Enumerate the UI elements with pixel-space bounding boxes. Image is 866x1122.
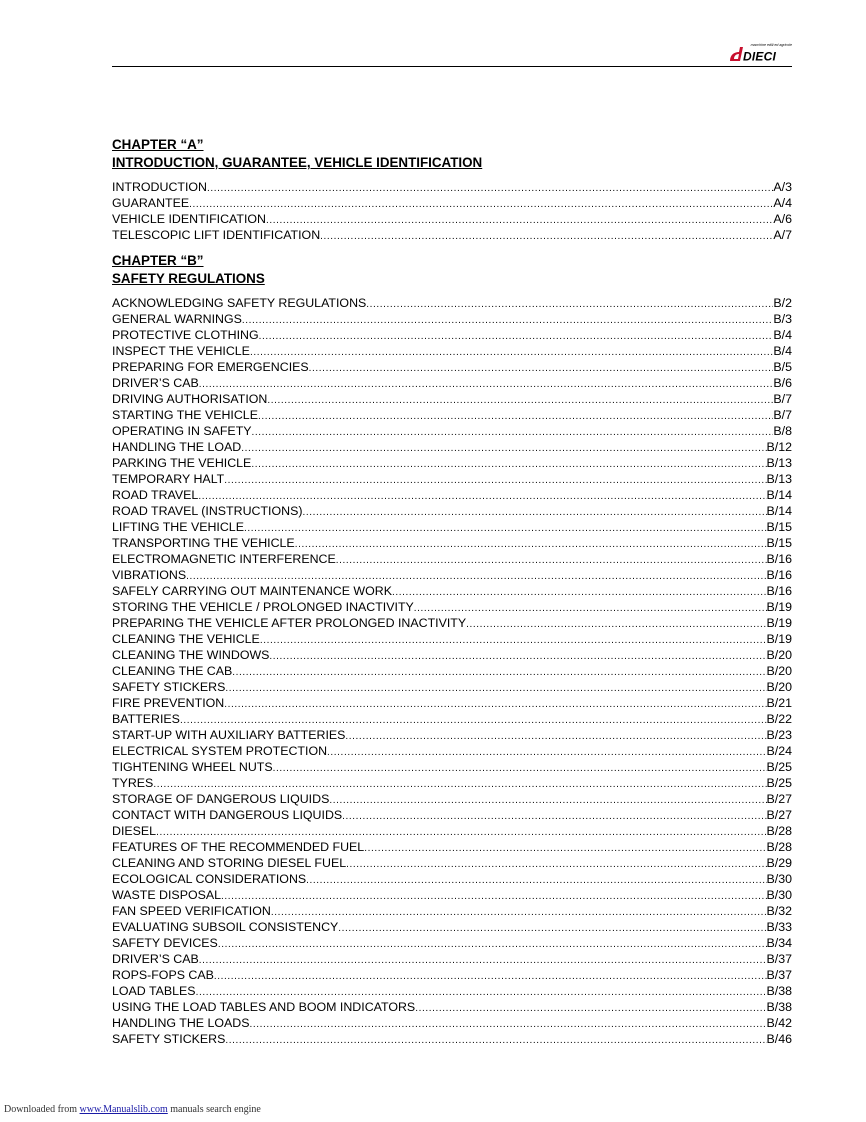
toc-entry-title: WASTE DISPOSAL xyxy=(112,888,222,902)
toc-entry-page: B/25 xyxy=(766,776,792,790)
toc-leader-dots xyxy=(232,665,766,681)
toc-entry-title: TRANSPORTING THE VEHICLE xyxy=(112,536,295,550)
toc-leader-dots xyxy=(338,921,766,937)
toc-leader-dots xyxy=(251,457,766,473)
toc-entry xyxy=(112,807,792,823)
toc-entry xyxy=(112,407,792,423)
chapter-b-heading: CHAPTER “B” xyxy=(112,253,204,268)
toc-entry xyxy=(112,391,792,407)
toc-leader-dots xyxy=(271,905,767,921)
toc-entry-page: B/20 xyxy=(766,680,792,694)
toc-entry xyxy=(112,503,792,519)
toc-entry xyxy=(112,967,792,983)
toc-entry-page: B/34 xyxy=(766,936,792,950)
toc-entry xyxy=(112,887,792,903)
toc-entry xyxy=(112,519,792,535)
toc-entry-title: HANDLING THE LOADS xyxy=(112,1016,250,1030)
toc-leader-dots xyxy=(273,761,767,777)
toc-entry-title: DRIVER’S CAB xyxy=(112,376,199,390)
toc-entry-title: BATTERIES xyxy=(112,712,180,726)
toc-leader-dots xyxy=(302,505,766,521)
toc-entry-title: ROPS-FOPS CAB xyxy=(112,968,214,982)
toc-entry xyxy=(112,663,792,679)
toc-entry-page: B/14 xyxy=(766,488,792,502)
toc-entry-title: ECOLOGICAL CONSIDERATIONS xyxy=(112,872,307,886)
toc-list-chapter-b xyxy=(112,295,792,1047)
toc-entry xyxy=(112,343,792,359)
toc-entry-title: HANDLING THE LOAD xyxy=(112,440,242,454)
toc-entry-title: STORAGE OF DANGEROUS LIQUIDS xyxy=(112,792,330,806)
toc-entry-title: ELECTROMAGNETIC INTERFERENCE xyxy=(112,552,336,566)
toc-entry xyxy=(112,195,792,211)
toc-leader-dots xyxy=(252,425,774,441)
toc-entry xyxy=(112,935,792,951)
toc-entry-page: A/4 xyxy=(773,196,792,210)
toc-entry xyxy=(112,551,792,567)
toc-entry-page: B/32 xyxy=(766,904,792,918)
toc-entry-title: ELECTRICAL SYSTEM PROTECTION xyxy=(112,744,328,758)
footer-prefix: Downloaded from xyxy=(4,1104,78,1115)
dieci-logo xyxy=(728,40,794,64)
toc-entry-title: EVALUATING SUBSOIL CONSISTENCY xyxy=(112,920,339,934)
toc-entry xyxy=(112,951,792,967)
toc-leader-dots xyxy=(225,1033,766,1049)
toc-leader-dots xyxy=(199,377,774,393)
toc-entry xyxy=(112,359,792,375)
toc-entry-page: B/16 xyxy=(766,584,792,598)
toc-entry-title: ROAD TRAVEL xyxy=(112,488,199,502)
manualslib-link[interactable]: www.Manualslib.com xyxy=(79,1104,168,1115)
chapter-a-subheading: INTRODUCTION, GUARANTEE, VEHICLE IDENTIFICATION xyxy=(112,155,483,170)
toc-entry-title: VEHICLE IDENTIFICATION xyxy=(112,212,266,226)
header-rule xyxy=(112,66,792,67)
toc-entry xyxy=(112,695,792,711)
toc-leader-dots xyxy=(214,969,767,985)
toc-entry-page: B/7 xyxy=(773,408,792,422)
toc-entry-page: B/15 xyxy=(766,536,792,550)
toc-entry-page: B/24 xyxy=(766,744,792,758)
toc-entry xyxy=(112,567,792,583)
toc-leader-dots xyxy=(224,473,766,489)
toc-entry xyxy=(112,179,792,195)
toc-entry-page: B/16 xyxy=(766,552,792,566)
toc-entry-page: B/29 xyxy=(766,856,792,870)
toc-entry xyxy=(112,535,792,551)
toc-leader-dots xyxy=(414,601,767,617)
toc-entry xyxy=(112,327,792,343)
toc-entry xyxy=(112,759,792,775)
toc-leader-dots xyxy=(250,345,773,361)
toc-entry-title: FEATURES OF THE RECOMMENDED FUEL xyxy=(112,840,365,854)
toc-entry-title: SAFETY DEVICES xyxy=(112,936,218,950)
toc-entry xyxy=(112,711,792,727)
toc-entry-page: B/30 xyxy=(766,872,792,886)
toc-entry xyxy=(112,871,792,887)
toc-entry xyxy=(112,727,792,743)
toc-entry-page: A/6 xyxy=(773,212,792,226)
toc-entry-page: B/19 xyxy=(766,600,792,614)
toc-leader-dots xyxy=(244,521,767,537)
toc-entry-page: B/28 xyxy=(766,824,792,838)
toc-entry-page: B/28 xyxy=(766,840,792,854)
toc-leader-dots xyxy=(267,393,773,409)
toc-entry-title: FIRE PREVENTION xyxy=(112,696,225,710)
toc-entry-page: B/22 xyxy=(766,712,792,726)
toc-leader-dots xyxy=(249,1017,766,1033)
toc-leader-dots xyxy=(218,937,767,953)
toc-entry xyxy=(112,631,792,647)
toc-entry xyxy=(112,679,792,695)
toc-entry-page: B/13 xyxy=(766,456,792,470)
toc-entry-title: ACKNOWLEDGING SAFETY REGULATIONS xyxy=(112,296,367,310)
toc-leader-dots xyxy=(306,873,766,889)
toc-entry-page: B/12 xyxy=(766,440,792,454)
toc-entry-page: B/37 xyxy=(766,952,792,966)
toc-leader-dots xyxy=(260,633,767,649)
toc-entry-page: B/30 xyxy=(766,888,792,902)
toc-entry-title: PROTECTIVE CLOTHING xyxy=(112,328,259,342)
toc-entry-page: B/6 xyxy=(773,376,792,390)
toc-entry-title: USING THE LOAD TABLES AND BOOM INDICATORS xyxy=(112,1000,416,1014)
logo-wordmark: DIECI xyxy=(743,49,777,64)
toc-entry-title: PREPARING FOR EMERGENCIES xyxy=(112,360,309,374)
toc-entry xyxy=(112,983,792,999)
toc-entry-page: B/4 xyxy=(773,328,792,342)
toc-leader-dots xyxy=(329,793,766,809)
chapter-a-heading: CHAPTER “A” xyxy=(112,137,204,152)
toc-leader-dots xyxy=(364,841,766,857)
toc-entry-title: STARTING THE VEHICLE xyxy=(112,408,258,422)
toc-entry xyxy=(112,903,792,919)
toc-leader-dots xyxy=(225,681,766,697)
toc-leader-dots xyxy=(345,729,766,745)
toc-leader-dots xyxy=(241,441,766,457)
toc-entry-page: A/7 xyxy=(773,228,792,242)
toc-leader-dots xyxy=(366,297,773,313)
toc-entry xyxy=(112,1015,792,1031)
toc-leader-dots xyxy=(258,409,773,425)
toc-entry-page: B/15 xyxy=(766,520,792,534)
toc-entry xyxy=(112,311,792,327)
toc-entry-title: INSPECT THE VEHICLE xyxy=(112,344,250,358)
toc-entry xyxy=(112,855,792,871)
toc-leader-dots xyxy=(224,697,766,713)
toc-entry xyxy=(112,791,792,807)
toc-entry xyxy=(112,227,792,243)
toc-leader-dots xyxy=(269,649,766,665)
toc-entry xyxy=(112,471,792,487)
toc-entry xyxy=(112,615,792,631)
table-of-contents xyxy=(112,136,792,1047)
toc-entry xyxy=(112,211,792,227)
toc-entry-title: PREPARING THE VEHICLE AFTER PROLONGED INACTIVITY xyxy=(112,616,467,630)
toc-entry-title: TIGHTENING WHEEL NUTS xyxy=(112,760,273,774)
toc-entry-title: TELESCOPIC LIFT IDENTIFICATION xyxy=(112,228,321,242)
toc-leader-dots xyxy=(259,329,774,345)
toc-entry xyxy=(112,743,792,759)
toc-entry-title: SAFELY CARRYING OUT MAINTENANCE WORK xyxy=(112,584,392,598)
toc-entry-title: OPERATING IN SAFETY xyxy=(112,424,252,438)
toc-leader-dots xyxy=(295,537,767,553)
toc-entry-page: B/8 xyxy=(773,424,792,438)
toc-entry-title: CLEANING AND STORING DIESEL FUEL xyxy=(112,856,347,870)
toc-entry-page: A/3 xyxy=(773,180,792,194)
toc-entry xyxy=(112,999,792,1015)
toc-entry-title: DIESEL xyxy=(112,824,157,838)
toc-leader-dots xyxy=(415,1001,766,1017)
footer-suffix: manuals search engine xyxy=(170,1104,261,1115)
toc-entry-title: TEMPORARY HALT xyxy=(112,472,225,486)
toc-leader-dots xyxy=(266,213,773,229)
toc-entry-page: B/20 xyxy=(766,664,792,678)
toc-entry-page: B/38 xyxy=(766,1000,792,1014)
toc-entry-page: B/23 xyxy=(766,728,792,742)
toc-entry-page: B/42 xyxy=(766,1016,792,1030)
toc-entry-page: B/37 xyxy=(766,968,792,982)
toc-entry-page: B/7 xyxy=(773,392,792,406)
toc-leader-dots xyxy=(346,857,766,873)
toc-entry-page: B/3 xyxy=(773,312,792,326)
download-footer xyxy=(4,1104,261,1115)
toc-entry xyxy=(112,455,792,471)
toc-entry-title: CONTACT WITH DANGEROUS LIQUIDS xyxy=(112,808,343,822)
toc-leader-dots xyxy=(309,361,774,377)
toc-entry xyxy=(112,423,792,439)
toc-leader-dots xyxy=(327,745,766,761)
toc-entry xyxy=(112,599,792,615)
toc-leader-dots xyxy=(392,585,767,601)
toc-entry-title: GENERAL WARNINGS xyxy=(112,312,242,326)
toc-entry-title: FAN SPEED VERIFICATION xyxy=(112,904,271,918)
chapter-b xyxy=(112,252,792,1047)
toc-entry-title: INTRODUCTION xyxy=(112,180,207,194)
toc-entry xyxy=(112,919,792,935)
toc-entry xyxy=(112,647,792,663)
toc-entry-page: B/19 xyxy=(766,632,792,646)
toc-entry-title: ROAD TRAVEL (INSTRUCTIONS) xyxy=(112,504,303,518)
toc-leader-dots xyxy=(336,553,767,569)
toc-entry-page: B/27 xyxy=(766,808,792,822)
toc-entry-page: B/2 xyxy=(773,296,792,310)
toc-entry-title: CLEANING THE WINDOWS xyxy=(112,648,270,662)
toc-entry-page: B/33 xyxy=(766,920,792,934)
toc-entry-title: SAFETY STICKERS xyxy=(112,1032,226,1046)
toc-leader-dots xyxy=(320,229,773,245)
toc-entry-page: B/21 xyxy=(766,696,792,710)
toc-leader-dots xyxy=(199,953,767,969)
toc-entry-page: B/20 xyxy=(766,648,792,662)
toc-leader-dots xyxy=(342,809,766,825)
toc-entry-page: B/5 xyxy=(773,360,792,374)
toc-entry-title: SAFETY STICKERS xyxy=(112,680,226,694)
logo-tagline: macchine edili ed agricole xyxy=(750,43,792,47)
toc-entry-title: VIBRATIONS xyxy=(112,568,187,582)
toc-leader-dots xyxy=(466,617,766,633)
toc-entry xyxy=(112,487,792,503)
toc-entry-page: B/13 xyxy=(766,472,792,486)
toc-leader-dots xyxy=(242,313,774,329)
toc-entry-title: LOAD TABLES xyxy=(112,984,196,998)
toc-entry-title: START-UP WITH AUXILIARY BATTERIES xyxy=(112,728,346,742)
toc-entry-title: PARKING THE VEHICLE xyxy=(112,456,252,470)
toc-leader-dots xyxy=(189,197,773,213)
toc-entry-title: CLEANING THE VEHICLE xyxy=(112,632,260,646)
toc-list-chapter-a xyxy=(112,179,792,243)
toc-entry-title: DRIVING AUTHORISATION xyxy=(112,392,268,406)
logo-d-glyph xyxy=(730,47,743,61)
toc-entry-page: B/4 xyxy=(773,344,792,358)
toc-leader-dots xyxy=(221,889,766,905)
toc-entry-title: DRIVER’S CAB xyxy=(112,952,199,966)
toc-entry xyxy=(112,775,792,791)
toc-entry-page: B/38 xyxy=(766,984,792,998)
toc-entry-page: B/19 xyxy=(766,616,792,630)
toc-entry-title: CLEANING THE CAB xyxy=(112,664,233,678)
toc-entry-title: GUARANTEE xyxy=(112,196,190,210)
toc-entry xyxy=(112,439,792,455)
toc-leader-dots xyxy=(207,181,773,197)
toc-entry-page: B/16 xyxy=(766,568,792,582)
toc-entry xyxy=(112,375,792,391)
toc-entry-page: B/27 xyxy=(766,792,792,806)
chapter-a xyxy=(112,136,792,243)
toc-entry xyxy=(112,1031,792,1047)
toc-entry-title: STORING THE VEHICLE / PROLONGED INACTIVITY xyxy=(112,600,414,614)
chapter-b-subheading: SAFETY REGULATIONS xyxy=(112,271,265,286)
toc-entry xyxy=(112,295,792,311)
toc-entry-page: B/25 xyxy=(766,760,792,774)
toc-entry xyxy=(112,823,792,839)
toc-entry-title: LIFTING THE VEHICLE xyxy=(112,520,244,534)
toc-entry xyxy=(112,583,792,599)
toc-entry-page: B/14 xyxy=(766,504,792,518)
toc-entry-page: B/46 xyxy=(766,1032,792,1046)
toc-entry-title: TYRES xyxy=(112,776,154,790)
toc-entry xyxy=(112,839,792,855)
